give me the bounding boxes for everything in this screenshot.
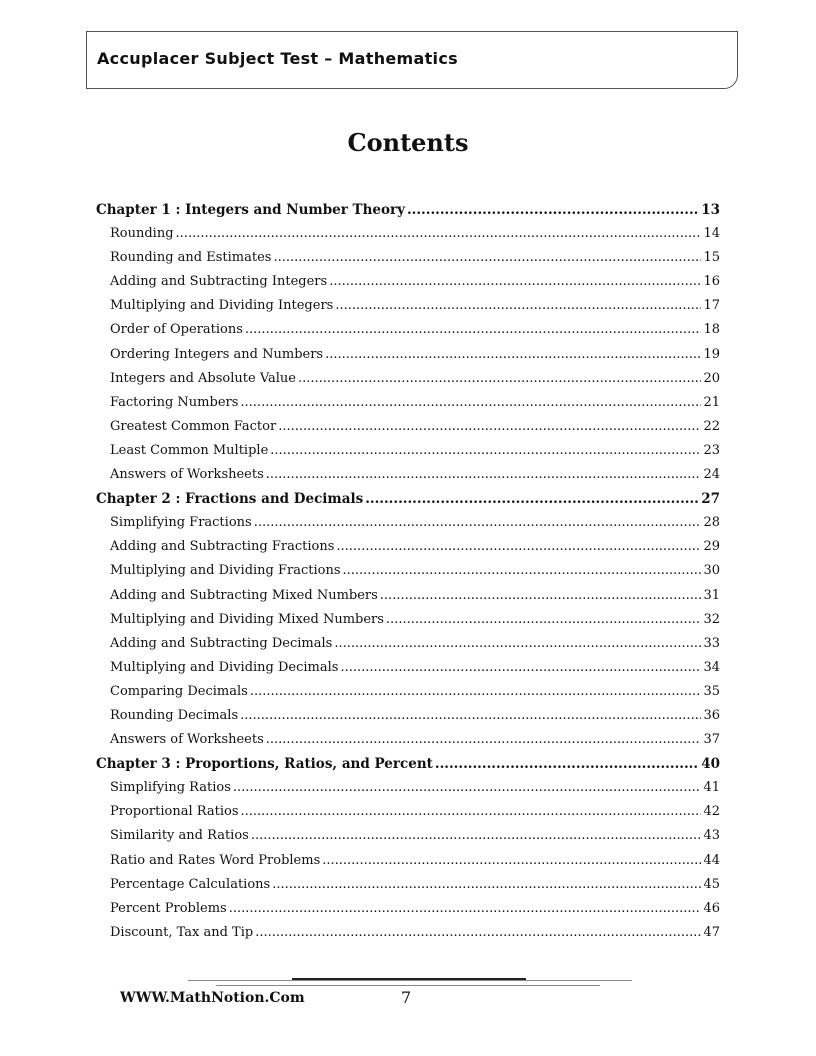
dot-leader	[435, 752, 699, 776]
toc-section-entry[interactable]	[96, 559, 720, 583]
toc-section-entry[interactable]	[96, 873, 720, 897]
toc-entry-page: 28	[703, 515, 720, 531]
footer-rule	[216, 985, 600, 986]
toc-section-entry[interactable]	[96, 608, 720, 632]
toc-entry-page: 14	[703, 226, 720, 242]
toc-section-entry[interactable]	[96, 343, 720, 367]
toc-entry-page: 13	[701, 202, 720, 218]
toc-entry-page: 33	[703, 635, 720, 651]
toc-section-entry[interactable]	[96, 294, 720, 318]
toc-entry-title: Proportional Ratios	[110, 804, 239, 820]
toc-entry-title: Least Common Multiple	[110, 442, 269, 458]
toc-entry-page: 47	[703, 924, 720, 940]
dot-leader	[335, 294, 701, 318]
toc-entry-title: Chapter 1 : Integers and Number Theory	[96, 202, 405, 218]
dot-leader	[270, 439, 701, 463]
toc-entry-title: Adding and Subtracting Fractions	[110, 539, 335, 555]
dot-leader	[278, 415, 701, 439]
toc-entry-title: Simplifying Fractions	[110, 515, 252, 531]
toc-entry-page: 43	[703, 828, 720, 844]
toc-entry-title: Ratio and Rates Word Problems	[110, 852, 321, 868]
toc-section-entry[interactable]	[96, 391, 720, 415]
toc-entry-page: 31	[703, 587, 720, 603]
toc-section-entry[interactable]	[96, 318, 720, 342]
toc-section-entry[interactable]	[96, 222, 720, 246]
toc-entry-title: Adding and Subtracting Integers	[110, 274, 328, 290]
toc-entry-title: Order of Operations	[110, 322, 243, 338]
toc-entry-title: Multiplying and Dividing Fractions	[110, 563, 341, 579]
dot-leader	[229, 897, 702, 921]
dot-leader	[176, 222, 702, 246]
toc-section-entry[interactable]	[96, 824, 720, 848]
dot-leader	[273, 246, 701, 270]
toc-entry-page: 35	[703, 683, 720, 699]
toc-section-entry[interactable]	[96, 728, 720, 752]
toc-chapter-entry[interactable]	[96, 487, 720, 511]
toc-entry-page: 23	[703, 442, 720, 458]
toc-entry-title: Rounding Decimals	[110, 707, 239, 723]
toc-section-entry[interactable]	[96, 511, 720, 535]
dot-leader	[325, 343, 701, 367]
toc-section-entry[interactable]	[96, 897, 720, 921]
toc-entry-page: 40	[701, 756, 720, 773]
toc-entry-page: 16	[703, 274, 720, 290]
toc-section-entry[interactable]	[96, 367, 720, 391]
dot-leader	[250, 680, 702, 704]
toc-section-entry[interactable]	[96, 535, 720, 559]
toc-entry-page: 30	[703, 563, 720, 579]
toc-entry-page: 17	[703, 298, 720, 314]
toc-section-entry[interactable]	[96, 415, 720, 439]
toc-section-entry[interactable]	[96, 656, 720, 680]
dot-leader	[386, 608, 702, 632]
toc-entry-title: Discount, Tax and Tip	[110, 924, 254, 940]
toc-entry-title: Rounding	[110, 226, 174, 242]
toc-entry-title: Percentage Calculations	[110, 876, 271, 892]
toc-entry-title: Integers and Absolute Value	[110, 370, 296, 386]
toc-entry-page: 20	[703, 370, 720, 386]
dot-leader	[245, 318, 702, 342]
toc-entry-title: Comparing Decimals	[110, 683, 248, 699]
toc-entry-title: Chapter 2 : Fractions and Decimals	[96, 491, 364, 508]
toc-entry-title: Similarity and Ratios	[110, 828, 249, 844]
toc-entry-page: 37	[703, 732, 720, 748]
dot-leader	[266, 463, 702, 487]
toc-entry-title: Rounding and Estimates	[110, 250, 272, 266]
toc-entry-page: 32	[703, 611, 720, 627]
toc-section-entry[interactable]	[96, 439, 720, 463]
toc-section-entry[interactable]	[96, 270, 720, 294]
toc-entry-title: Greatest Common Factor	[110, 418, 277, 434]
dot-leader	[272, 873, 701, 897]
dot-leader	[240, 391, 701, 415]
toc-entry-page: 42	[703, 804, 720, 820]
dot-leader	[322, 849, 701, 873]
toc-entry-title: Multiplying and Dividing Decimals	[110, 659, 339, 675]
toc-section-entry[interactable]	[96, 584, 720, 608]
toc-chapter-entry[interactable]	[96, 198, 720, 222]
dot-leader	[255, 921, 701, 945]
running-header	[86, 31, 738, 89]
toc-entry-title: Simplifying Ratios	[110, 780, 231, 796]
toc-entry-page: 34	[703, 659, 720, 675]
toc-entry-title: Answers of Worksheets	[110, 732, 264, 748]
toc-section-entry[interactable]	[96, 921, 720, 945]
toc-entry-title: Factoring Numbers	[110, 394, 239, 410]
toc-entry-title: Multiplying and Dividing Mixed Numbers	[110, 611, 384, 627]
toc-entry-title: Answers of Worksheets	[110, 467, 264, 483]
dot-leader	[241, 800, 702, 824]
dot-leader	[329, 270, 701, 294]
toc-entry-page: 15	[703, 250, 720, 266]
footer-website: WWW.MathNotion.Com	[120, 990, 305, 1006]
toc-section-entry[interactable]	[96, 776, 720, 800]
toc-entry-title: Adding and Subtracting Decimals	[110, 635, 333, 651]
toc-entry-title: Adding and Subtracting Mixed Numbers	[110, 587, 378, 603]
dot-leader	[343, 559, 702, 583]
toc-section-entry[interactable]	[96, 632, 720, 656]
dot-leader	[233, 776, 702, 800]
toc-entry-title: Ordering Integers and Numbers	[110, 346, 324, 362]
toc-entry-page: 19	[703, 346, 720, 362]
toc-entry-page: 29	[703, 539, 720, 555]
toc-section-entry[interactable]	[96, 246, 720, 270]
book-title: Accuplacer Subject Test – Mathematics	[97, 49, 458, 68]
toc-entry-page: 24	[703, 467, 720, 483]
toc-entry-title: Chapter 3 : Proportions, Ratios, and Percent	[96, 756, 433, 773]
toc-section-entry[interactable]	[96, 704, 720, 728]
dot-leader	[251, 824, 702, 848]
toc-entry-page: 36	[703, 707, 720, 723]
dot-leader	[407, 198, 699, 222]
dot-leader	[336, 535, 701, 559]
toc-section-entry[interactable]	[96, 680, 720, 704]
toc-entry-page: 45	[703, 876, 720, 892]
toc-entry-page: 44	[703, 852, 720, 868]
toc-chapter-entry[interactable]	[96, 752, 720, 776]
toc-entry-page: 21	[703, 394, 720, 410]
dot-leader	[298, 367, 701, 391]
toc-entry-page: 27	[701, 491, 720, 508]
toc-section-entry[interactable]	[96, 849, 720, 873]
dot-leader	[334, 632, 701, 656]
dot-leader	[266, 728, 702, 752]
dot-leader	[240, 704, 701, 728]
toc-section-entry[interactable]	[96, 463, 720, 487]
toc-entry-page: 46	[703, 900, 720, 916]
dot-leader	[380, 584, 702, 608]
toc-entry-title: Percent Problems	[110, 900, 227, 916]
toc-entry-title: Multiplying and Dividing Integers	[110, 298, 334, 314]
toc-entry-page: 22	[703, 418, 720, 434]
toc-entry-page: 41	[703, 780, 720, 796]
footer-rule	[292, 978, 526, 980]
footer-rule	[188, 980, 632, 981]
page-number: 7	[401, 988, 412, 1007]
page-title: Contents	[347, 128, 469, 157]
dot-leader	[254, 511, 702, 535]
toc-section-entry[interactable]	[96, 800, 720, 824]
dot-leader	[365, 487, 699, 511]
dot-leader	[340, 656, 701, 680]
table-of-contents	[96, 198, 720, 945]
toc-entry-page: 18	[703, 322, 720, 338]
